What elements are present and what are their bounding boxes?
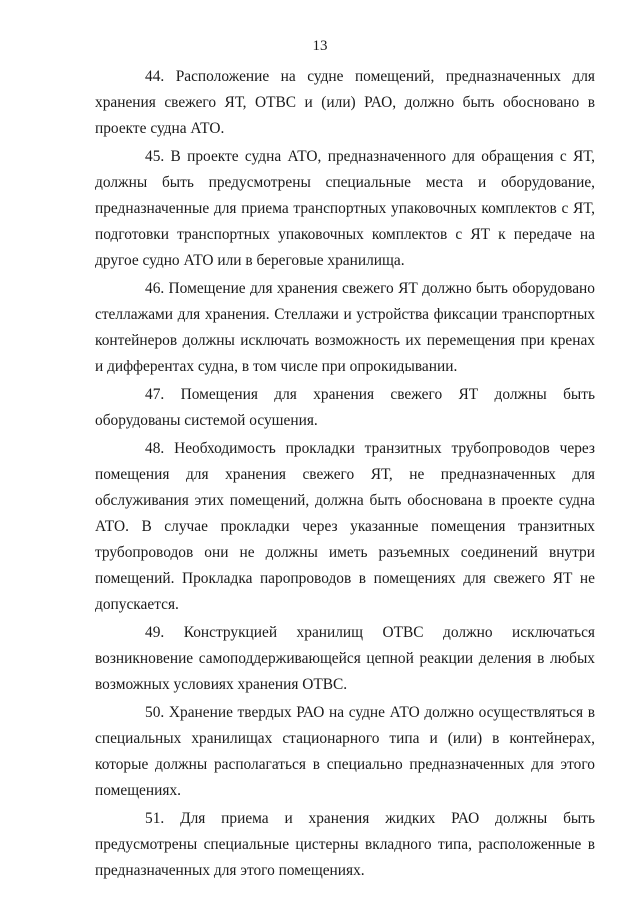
paragraph-46: 46. Помещение для хранения свежего ЯТ должно быть оборудовано стеллажами для хранения. Стеллажи и устройства фиксации транспортных контейнеров должны исключать возможность их перемещения при кренах и дифферентах судна, в том числе при опрокидывании. bbox=[95, 280, 595, 375]
paragraph-44: 44. Расположение на судне помещений, предназначенных для хранения свежего ЯТ, ОТВС и (или) РАО, должно быть обосновано в проекте судна АТО. bbox=[95, 68, 595, 137]
paragraph-47: 47. Помещения для хранения свежего ЯТ должны быть оборудованы системой осушения. bbox=[95, 386, 595, 429]
paragraph-48: 48. Необходимость прокладки транзитных трубопроводов через помещения для хранения свежего ЯТ, не предназначенных для обслуживания этих помещений, должна быть обоснована в проекте судна АТО. В случае прокладки через указанные помещения транзитных трубопроводов они не должны иметь разъемных соединений внутри помещений. Прокладка паропроводов в помещениях для свежего ЯТ не допускается. bbox=[95, 440, 595, 613]
paragraph-45: 45. В проекте судна АТО, предназначенного для обращения с ЯТ, должны быть предусмотрены специальные места и оборудование, предназначенные для приема транспортных упаковочных комплектов с ЯТ, подготовки транспортных упаковочных комплектов с ЯТ к передаче на другое судно АТО или в береговые хранилища. bbox=[95, 148, 595, 269]
paragraph-51: 51. Для приема и хранения жидких РАО должны быть предусмотрены специальные цистерны вкладного типа, расположенные в предназначенных для этого помещениях. bbox=[95, 810, 595, 879]
paragraph-49: 49. Конструкцией хранилищ ОТВС должно исключаться возникновение самоподдерживающейся цепной реакции деления в любых возможных условиях хранения ОТВС. bbox=[95, 624, 595, 693]
paragraph-50: 50. Хранение твердых РАО на судне АТО должно осуществляться в специальных хранилищах стационарного типа и (или) в контейнерах, которые должны располагаться в специально предназначенных для этого помещениях. bbox=[95, 704, 595, 799]
document-body bbox=[95, 64, 595, 886]
page-number: 13 bbox=[312, 38, 328, 54]
